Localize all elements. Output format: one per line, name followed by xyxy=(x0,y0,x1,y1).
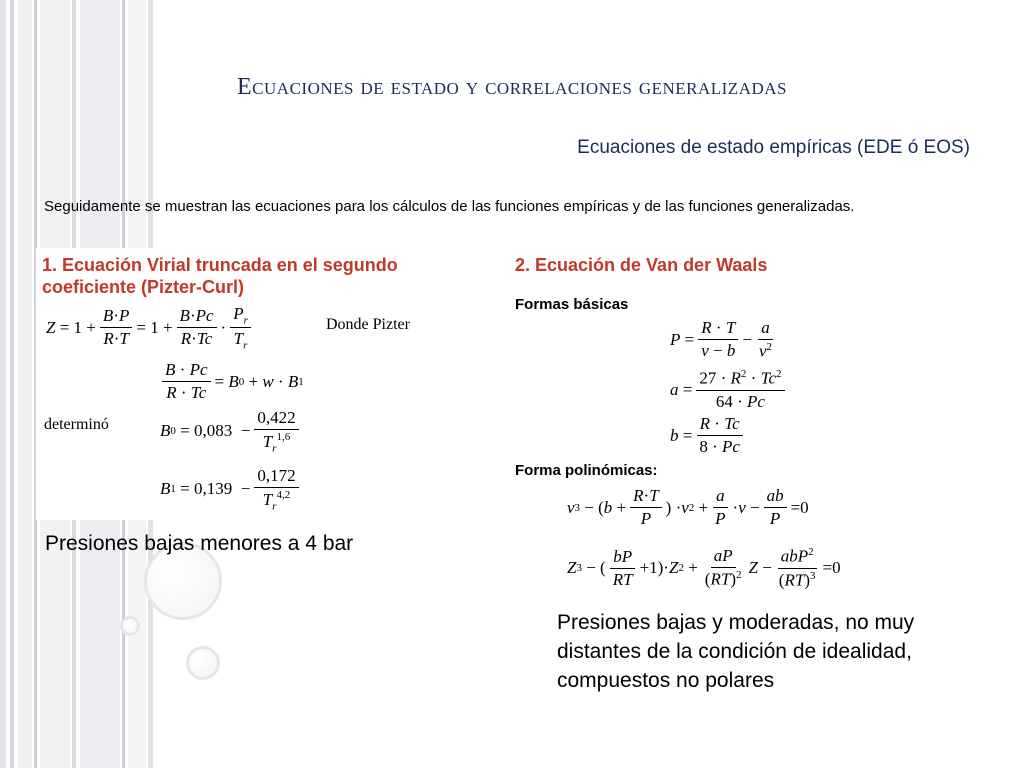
vdw-cubic-v: v 3 − ( b + R·T P ) · v 2 + a P · v − ab P =0 xyxy=(567,486,809,528)
vdw-caption: Presiones bajas y moderadas, no muy distantes de la condición de idealidad, compuestos no polares xyxy=(557,611,915,692)
vdw-equation-b: b = R · Tc 8 · Pc xyxy=(670,414,747,457)
virial-equation-bpc: B · Pc R · Tc = B 0 + w · B 1 xyxy=(158,360,304,403)
slide-title: Ecuaciones de estado y correlaciones generalizadas xyxy=(237,74,787,100)
virial-equation-z: Z = 1 + B·P R·T = 1 + B·Pc R·Tc · $P_r$ $T_r$ xyxy=(46,304,255,352)
vdw-equation-a: a = $27 \cdot R^2 \cdot Tc^2$ 64 · Pc xyxy=(670,368,789,412)
van-der-waals-panel xyxy=(505,248,975,608)
donde-pizter-text: Donde Pizter xyxy=(326,316,410,333)
vdw-cubic-z: Z 3 − ( bP RT +1)· Z 2 + aP (RT)$^2$ Z − abP$^2$ (RT)$^3$ =0 xyxy=(567,546,841,590)
virial-equation-panel xyxy=(36,248,506,520)
decorative-circle xyxy=(120,616,140,636)
vdw-equation-p: P = R · T v − b − a $v^2$ xyxy=(670,318,773,361)
slide-subtitle: Ecuaciones de estado empíricas (EDE ó EOS) xyxy=(577,137,970,158)
virial-heading-line2: coeficiente (Pizter-Curl) xyxy=(42,277,245,297)
determino-text: determinó xyxy=(44,416,109,433)
intro-paragraph: Seguidamente se muestran las ecuaciones para los cálculos de las funciones empíricas y de las funciones generalizadas. xyxy=(44,198,855,215)
decorative-circle xyxy=(186,646,220,680)
virial-equation-b1: B 1 = 0,139 − 0,172 $T_r^{4,2}$ xyxy=(160,466,303,512)
virial-caption: Presiones bajas menores a 4 bar xyxy=(45,532,354,555)
formas-basicas-heading: Formas básicas xyxy=(515,296,629,313)
virial-equation-b0: B 0 = 0,083 − 0,422 $T_r^{1,6}$ xyxy=(160,408,303,454)
forma-polinomica-heading: Forma polinómicas: xyxy=(515,462,658,479)
virial-heading-line1: 1. Ecuación Virial truncada en el segundo xyxy=(42,255,398,275)
vdw-heading: 2. Ecuación de Van der Waals xyxy=(515,255,768,275)
